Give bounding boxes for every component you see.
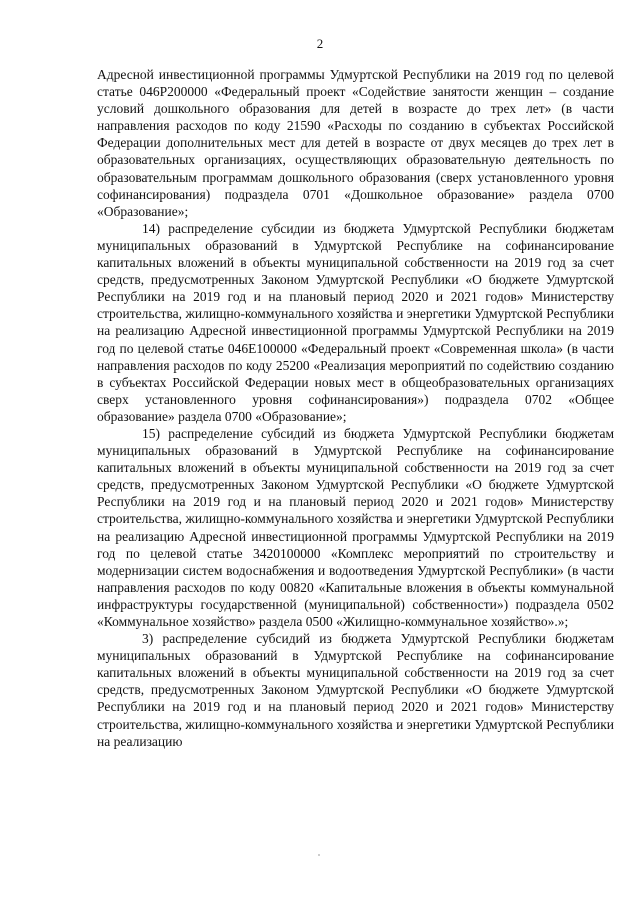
paragraph-item-14: 14) распределение субсидии из бюджета Удмуртской Республики бюджетам муниципальных образований в Удмуртской Республике на софинансирование капитальных вложений в объекты муниципальной собственности на 2019 год за счет средств, предусмотренных Законом Удмуртской Республики «О бюджете Удмуртской Республики на 2019 год и на плановый период 2020 и 2021 годов» Министерству строительства, жилищно-коммунального хозяйства и энергетики Удмуртской Республики на реализацию Адресной инвестиционной программы Удмуртской Республики на 2019 год по целевой статье 046Е100000 «Федеральный проект «Современная школа» (в части направления расходов по коду 25200 «Реализация мероприятий по содействию созданию в субъектах Российской Федерации новых мест в общеобразовательных организациях сверх установленного уровня софинансирования») подраздела 0702 «Общее образование» раздела 0700 «Образование»;: [97, 220, 614, 424]
paragraph-item-15: 15) распределение субсидий из бюджета Удмуртской Республики бюджетам муниципальных образований в Удмуртской Республике на софинансирование капитальных вложений в объекты муниципальной собственности на 2019 год за счет средств, предусмотренных Законом Удмуртской Республики «О бюджете Удмуртской Республики на 2019 год и на плановый период 2020 и 2021 годов» Министерству строительства, жилищно-коммунального хозяйства и энергетики Удмуртской Республики на реализацию Адресной инвестиционной программы Удмуртской Республики на 2019 год по целевой статье 3420100000 «Комплекс мероприятий по строительству и модернизации систем водоснабжения и водоотведения Удмуртской Республики» (в части направления расходов по коду 00820 «Капитальные вложения в объекты коммунальной инфраструктуры государственной (муниципальной) собственности») подраздела 0502 «Коммунальное хозяйство» раздела 0500 «Жилищно-коммунальное хозяйство».»;: [97, 425, 614, 629]
paragraph-continuation: Адресной инвестиционной программы Удмуртской Республики на 2019 год по целевой статье 046Р200000 «Федеральный проект «Содействие занятости женщин – создание условий дошкольного образования для детей в возрасте до трех лет» (в части направления расходов по коду 21590 «Расходы по созданию в субъектах Российской Федерации дополнительных мест для детей в возрасте от двух месяцев до трех лет в образовательных организациях, осуществляющих образовательную деятельность по образовательным программам дошкольного образования (сверх установленного уровня софинансирования) подраздела 0701 «Дошкольное образование» раздела 0700 «Образование»;: [97, 67, 614, 219]
paragraph-item-3: 3) распределение субсидий из бюджета Удмуртской Республики бюджетам муниципальных образований в Удмуртской Республике на софинансирование капитальных вложений в объекты муниципальной собственности на 2019 год за счет средств, предусмотренных Законом Удмуртской Республики «О бюджете Удмуртской Республики на 2019 год и на плановый период 2020 и 2021 годов» Министерству строительства, жилищно-коммунального хозяйства и энергетики Удмуртской Республики на реализацию: [97, 631, 614, 749]
page-number: 2: [316, 36, 324, 51]
document-body: [97, 66, 614, 750]
scan-speck: [318, 854, 320, 856]
